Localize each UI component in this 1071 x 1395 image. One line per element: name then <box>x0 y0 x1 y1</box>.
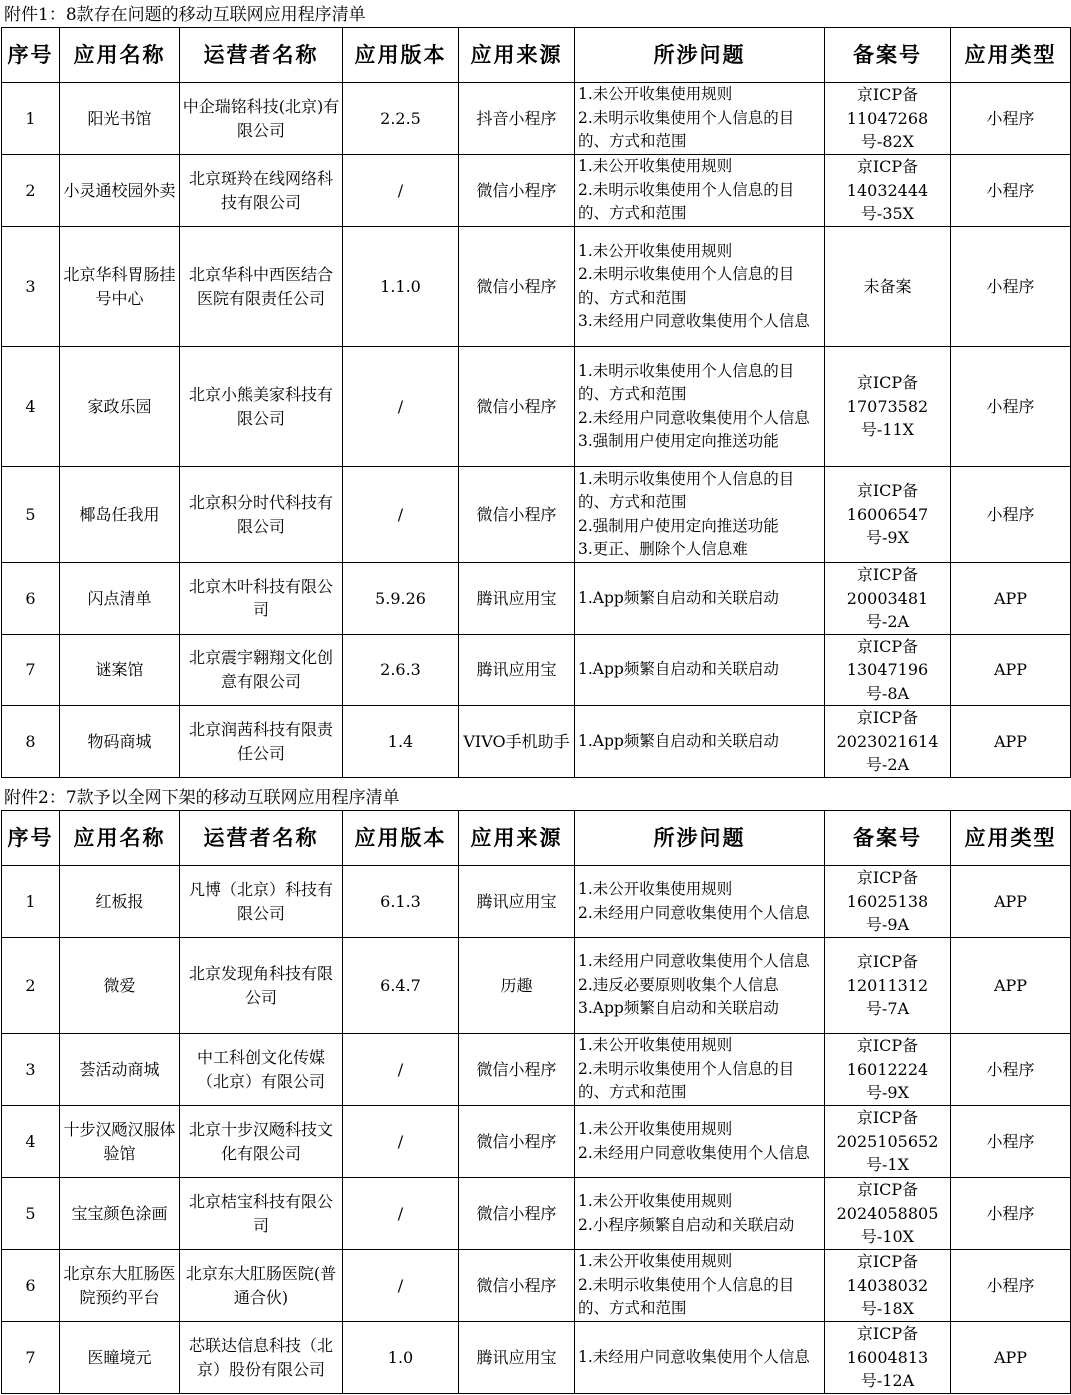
header-app-version: 应用版本 <box>343 811 459 866</box>
cell-issues <box>575 866 825 938</box>
cell-operator-name: 北京润茜科技有限责任公司 <box>180 706 343 778</box>
cell-seq-no: 3 <box>2 227 60 347</box>
cell-icp-number: 京ICP备20003481号-2A <box>825 563 951 635</box>
header-seq-no: 序号 <box>2 28 60 83</box>
header-app-source: 应用来源 <box>459 28 575 83</box>
issue-line: 2.未经用户同意收集使用个人信息 <box>578 408 810 427</box>
cell-app-name: 谜案馆 <box>60 634 180 706</box>
table-row <box>2 1250 1071 1322</box>
issue-line: 1.未经用户同意收集使用个人信息 <box>578 952 810 971</box>
cell-app-source: 腾讯应用宝 <box>459 634 575 706</box>
cell-app-type: 小程序 <box>951 1178 1071 1250</box>
cell-app-type: APP <box>951 563 1071 635</box>
cell-app-type: 小程序 <box>951 83 1071 155</box>
issue-line: 1.未公开收集使用规则 <box>578 1252 733 1271</box>
cell-icp-number: 京ICP备16006547号-9X <box>825 467 951 563</box>
table-header-row <box>2 28 1071 83</box>
cell-app-version: / <box>343 1034 459 1106</box>
cell-issues <box>575 563 825 635</box>
issue-line: 1.未公开收集使用规则 <box>578 1036 733 1055</box>
cell-app-source: 微信小程序 <box>459 1178 575 1250</box>
cell-seq-no: 7 <box>2 1322 60 1394</box>
cell-operator-name: 北京发现角科技有限公司 <box>180 938 343 1034</box>
table-row <box>2 866 1071 938</box>
cell-operator-name: 北京震宇翱翔文化创意有限公司 <box>180 634 343 706</box>
attachment2-caption: 附件2：7款予以全网下架的移动互联网应用程序清单 <box>4 788 400 808</box>
cell-app-type: 小程序 <box>951 227 1071 347</box>
cell-app-name: 北京东大肛肠医院预约平台 <box>60 1250 180 1322</box>
cell-operator-name: 中工科创文化传媒（北京）有限公司 <box>180 1034 343 1106</box>
cell-app-source: 微信小程序 <box>459 1250 575 1322</box>
header-app-type: 应用类型 <box>951 28 1071 83</box>
cell-app-source: 微信小程序 <box>459 1106 575 1178</box>
cell-issues <box>575 1250 825 1322</box>
issue-line: 1.未明示收集使用个人信息的目的、方式和范围 <box>578 361 795 403</box>
cell-seq-no: 7 <box>2 634 60 706</box>
cell-icp-number: 未备案 <box>825 227 951 347</box>
cell-operator-name: 凡博（北京）科技有限公司 <box>180 866 343 938</box>
table-row <box>2 938 1071 1034</box>
cell-app-version: / <box>343 467 459 563</box>
header-issues: 所涉问题 <box>575 811 825 866</box>
table-row <box>2 1322 1071 1394</box>
cell-app-source: 微信小程序 <box>459 1034 575 1106</box>
cell-issues <box>575 1106 825 1178</box>
cell-app-version: 1.4 <box>343 706 459 778</box>
cell-app-name: 红板报 <box>60 866 180 938</box>
cell-app-type: 小程序 <box>951 1250 1071 1322</box>
cell-app-name: 十步汉飏汉服体验馆 <box>60 1106 180 1178</box>
cell-icp-number: 京ICP备12011312号-7A <box>825 938 951 1034</box>
issue-line: 1.未明示收集使用个人信息的目的、方式和范围 <box>578 469 795 511</box>
cell-seq-no: 1 <box>2 866 60 938</box>
cell-seq-no: 3 <box>2 1034 60 1106</box>
table-row <box>2 634 1071 706</box>
issue-line: 3.强制用户使用定向推送功能 <box>578 432 779 450</box>
issue-line: 1.未公开收集使用规则 <box>578 1120 733 1138</box>
header-app-name: 应用名称 <box>60 811 180 866</box>
cell-icp-number: 京ICP备13047196号-8A <box>825 634 951 706</box>
cell-app-type: APP <box>951 634 1071 706</box>
cell-icp-number: 京ICP备16012224号-9X <box>825 1034 951 1106</box>
cell-icp-number: 京ICP备11047268号-82X <box>825 83 951 155</box>
cell-app-type: APP <box>951 938 1071 1034</box>
cell-seq-no: 5 <box>2 1178 60 1250</box>
issue-line: 1.App频繁自启动和关联启动 <box>578 660 779 678</box>
header-app-name: 应用名称 <box>60 28 180 83</box>
cell-app-type: 小程序 <box>951 1106 1071 1178</box>
issue-line: 2.未明示收集使用个人信息的目的、方式和范围 <box>578 1059 795 1102</box>
cell-operator-name: 北京十步汉飏科技文化有限公司 <box>180 1106 343 1178</box>
header-operator-name: 运营者名称 <box>180 28 343 83</box>
cell-app-version: 6.4.7 <box>343 938 459 1034</box>
cell-app-name: 闪点清单 <box>60 563 180 635</box>
cell-issues <box>575 155 825 227</box>
cell-operator-name: 北京桔宝科技有限公司 <box>180 1178 343 1250</box>
cell-app-type: APP <box>951 866 1071 938</box>
issue-line: 2.小程序频繁自启动和关联启动 <box>578 1215 795 1234</box>
issue-line: 3.更正、删除个人信息难 <box>578 540 748 558</box>
issue-line: 2.未明示收集使用个人信息的目的、方式和范围 <box>578 265 795 307</box>
cell-app-name: 宝宝颜色涂画 <box>60 1178 180 1250</box>
cell-operator-name: 北京斑羚在线网络科技有限公司 <box>180 155 343 227</box>
issue-line: 1.App频繁自启动和关联启动 <box>578 731 779 750</box>
table-row <box>2 467 1071 563</box>
header-app-version: 应用版本 <box>343 28 459 83</box>
attachment2-table <box>1 810 1071 1394</box>
cell-issues <box>575 227 825 347</box>
cell-app-type: APP <box>951 706 1071 778</box>
cell-app-version: / <box>343 1106 459 1178</box>
cell-icp-number: 京ICP备16004813号-12A <box>825 1322 951 1394</box>
cell-seq-no: 1 <box>2 83 60 155</box>
table-row <box>2 227 1071 347</box>
cell-app-source: 抖音小程序 <box>459 83 575 155</box>
cell-app-version: / <box>343 347 459 467</box>
table-row <box>2 155 1071 227</box>
cell-app-version: 1.1.0 <box>343 227 459 347</box>
header-icp-number: 备案号 <box>825 28 951 83</box>
cell-operator-name: 中企瑞铭科技(北京)有限公司 <box>180 83 343 155</box>
cell-app-version: 2.2.5 <box>343 83 459 155</box>
cell-issues <box>575 634 825 706</box>
issue-line: 1.未公开收集使用规则 <box>578 157 733 176</box>
cell-app-source: 腾讯应用宝 <box>459 563 575 635</box>
cell-app-source: 微信小程序 <box>459 155 575 227</box>
cell-seq-no: 2 <box>2 155 60 227</box>
cell-seq-no: 8 <box>2 706 60 778</box>
table-row <box>2 1106 1071 1178</box>
issue-line: 1.未公开收集使用规则 <box>578 1192 733 1210</box>
cell-issues <box>575 1322 825 1394</box>
cell-app-source: 腾讯应用宝 <box>459 1322 575 1394</box>
cell-icp-number: 京ICP备2023021614号-2A <box>825 706 951 778</box>
cell-app-type: APP <box>951 1322 1071 1394</box>
cell-app-version: / <box>343 1178 459 1250</box>
cell-app-version: 1.0 <box>343 1322 459 1394</box>
cell-seq-no: 4 <box>2 347 60 467</box>
cell-app-type: 小程序 <box>951 347 1071 467</box>
cell-issues <box>575 467 825 563</box>
issue-line: 1.App频繁自启动和关联启动 <box>578 588 779 607</box>
cell-seq-no: 6 <box>2 1250 60 1322</box>
header-issues: 所涉问题 <box>575 28 825 83</box>
cell-seq-no: 6 <box>2 563 60 635</box>
table-row <box>2 563 1071 635</box>
cell-seq-no: 4 <box>2 1106 60 1178</box>
issue-line: 2.未经用户同意收集使用个人信息 <box>578 903 810 922</box>
cell-operator-name: 北京木叶科技有限公司 <box>180 563 343 635</box>
issue-line: 2.未明示收集使用个人信息的目的、方式和范围 <box>578 1275 795 1318</box>
table-row <box>2 1034 1071 1106</box>
cell-seq-no: 5 <box>2 467 60 563</box>
header-seq-no: 序号 <box>2 811 60 866</box>
cell-app-name: 物码商城 <box>60 706 180 778</box>
issue-line: 1.未公开收集使用规则 <box>578 880 733 898</box>
cell-app-version: / <box>343 155 459 227</box>
cell-issues <box>575 347 825 467</box>
cell-app-source: 微信小程序 <box>459 347 575 467</box>
header-icp-number: 备案号 <box>825 811 951 866</box>
cell-app-name: 荟活动商城 <box>60 1034 180 1106</box>
issue-line: 3.未经用户同意收集使用个人信息 <box>578 312 810 330</box>
attachment1-table <box>1 27 1071 778</box>
cell-app-source: 腾讯应用宝 <box>459 866 575 938</box>
header-app-type: 应用类型 <box>951 811 1071 866</box>
cell-app-version: / <box>343 1250 459 1322</box>
table-row <box>2 83 1071 155</box>
cell-app-name: 北京华科胃肠挂号中心 <box>60 227 180 347</box>
cell-issues <box>575 83 825 155</box>
cell-icp-number: 京ICP备2024058805号-10X <box>825 1178 951 1250</box>
cell-app-version: 6.1.3 <box>343 866 459 938</box>
issue-line: 1.未经用户同意收集使用个人信息 <box>578 1347 810 1366</box>
cell-app-name: 椰岛任我用 <box>60 467 180 563</box>
cell-icp-number: 京ICP备14032444号-35X <box>825 155 951 227</box>
cell-operator-name: 北京小熊美家科技有限公司 <box>180 347 343 467</box>
cell-issues <box>575 1034 825 1106</box>
cell-icp-number: 京ICP备2025105652号-1X <box>825 1106 951 1178</box>
cell-icp-number: 京ICP备17073582号-11X <box>825 347 951 467</box>
cell-app-name: 阳光书馆 <box>60 83 180 155</box>
issue-line: 1.未公开收集使用规则 <box>578 85 733 104</box>
table-header-row <box>2 811 1071 866</box>
cell-app-version: 2.6.3 <box>343 634 459 706</box>
cell-app-name: 家政乐园 <box>60 347 180 467</box>
header-operator-name: 运营者名称 <box>180 811 343 866</box>
cell-app-type: 小程序 <box>951 1034 1071 1106</box>
table-row <box>2 706 1071 778</box>
cell-operator-name: 北京华科中西医结合医院有限责任公司 <box>180 227 343 347</box>
cell-app-source: 微信小程序 <box>459 467 575 563</box>
cell-app-source: VIVO手机助手 <box>459 706 575 778</box>
issue-line: 2.未明示收集使用个人信息的目的、方式和范围 <box>578 108 795 151</box>
issue-line: 2.强制用户使用定向推送功能 <box>578 516 779 535</box>
cell-issues <box>575 938 825 1034</box>
table-row <box>2 347 1071 467</box>
cell-seq-no: 2 <box>2 938 60 1034</box>
table-row <box>2 1178 1071 1250</box>
cell-issues <box>575 706 825 778</box>
cell-operator-name: 北京积分时代科技有限公司 <box>180 467 343 563</box>
header-app-source: 应用来源 <box>459 811 575 866</box>
cell-app-name: 小灵通校园外卖 <box>60 155 180 227</box>
attachment1-caption: 附件1：8款存在问题的移动互联网应用程序清单 <box>4 5 366 25</box>
issue-line: 2.违反必要原则收集个人信息 <box>578 975 779 994</box>
issue-line: 2.未明示收集使用个人信息的目的、方式和范围 <box>578 180 795 223</box>
cell-app-source: 微信小程序 <box>459 227 575 347</box>
issue-line: 2.未经用户同意收集使用个人信息 <box>578 1143 810 1162</box>
issue-line: 1.未公开收集使用规则 <box>578 241 733 260</box>
cell-icp-number: 京ICP备14038032号-18X <box>825 1250 951 1322</box>
cell-app-name: 微爱 <box>60 938 180 1034</box>
cell-app-version: 5.9.26 <box>343 563 459 635</box>
cell-app-source: 历趣 <box>459 938 575 1034</box>
cell-operator-name: 芯联达信息科技（北京）股份有限公司 <box>180 1322 343 1394</box>
issue-line: 3.App频繁自启动和关联启动 <box>578 999 779 1018</box>
cell-app-type: 小程序 <box>951 467 1071 563</box>
cell-app-name: 医瞳境元 <box>60 1322 180 1394</box>
cell-issues <box>575 1178 825 1250</box>
cell-icp-number: 京ICP备16025138号-9A <box>825 866 951 938</box>
cell-operator-name: 北京东大肛肠医院(普通合伙) <box>180 1250 343 1322</box>
cell-app-type: 小程序 <box>951 155 1071 227</box>
